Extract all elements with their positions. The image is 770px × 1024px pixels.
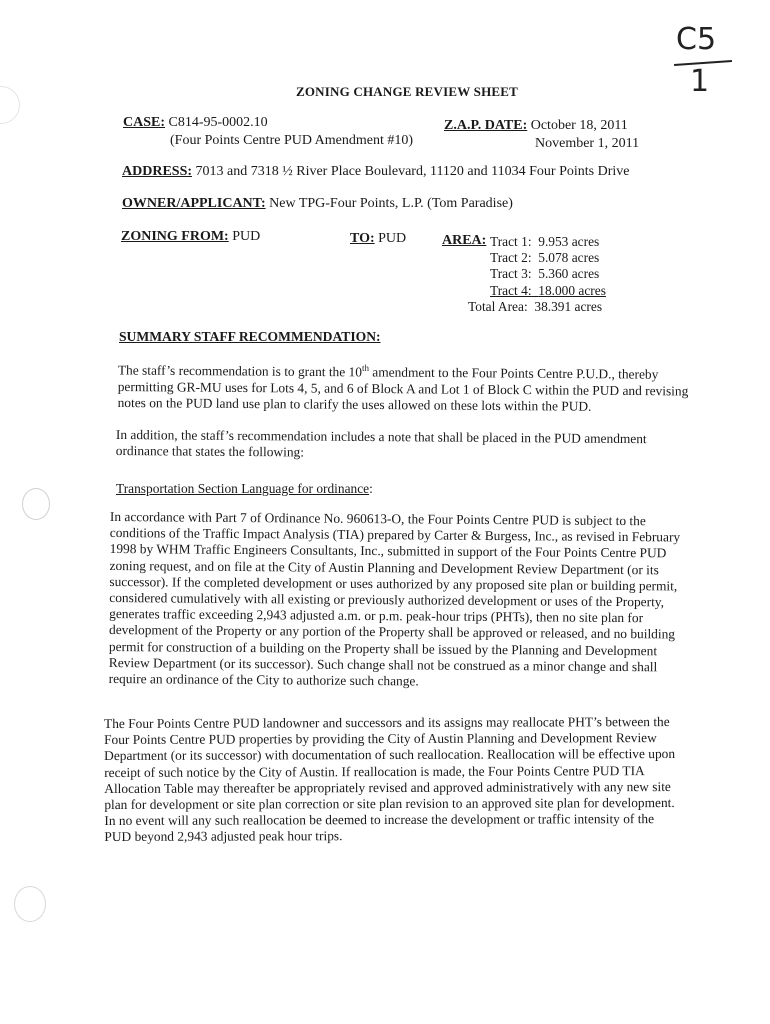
case-line [123,115,268,131]
case-subvalue: (Four Points Centre PUD Amendment #10) [170,133,414,148]
address-line [122,164,629,180]
transportation-heading: Transportation Section Language for ordinance: [116,481,373,496]
owner-value: New TPG-Four Points, L.P. (Tom Paradise) [265,196,513,211]
address-label: ADDRESS: [122,164,193,179]
zoning-to-line [350,231,406,247]
recommendation-paragraph: The staff’s recommendation is to grant the 10th amendment to the Four Points Centre P.U.D., thereby permitting GR-MU uses for Lots 4, 5, and 6 of Block A and Lot 1 of Block C within the PUD and revising notes on the PUD land use plan to clarify the uses allowed on these lots within the PUD. [117,362,689,414]
area-tract-1: Tract 1: 9.953 acres [490,234,600,249]
case-label: CASE: [123,115,166,130]
reallocation-paragraph: The Four Points Centre PUD landowner and successors and its assigns may reallocate PHT’s between the Four Points Centre PUD properties by providing the City of Austin Planning and Development Review Department (or its successor) with documentation of such reallocation. Reallocation will be effective upon receipt of such notice by the City of Austin. If reallocation is made, the Four Points Centre PUD TIA Allocation Table may thereafter be appropriately revised and approved administratively with any new site plan for development or site plan correction or site plan revision to an approved site plan for development. In no event will any such reallocation be deemed to increase the development or traffic intensity of the PUD beyond 2,943 adjusted peak hour trips. [104,714,676,845]
area-label: AREA: [442,233,487,248]
zoning-to-label: TO: [350,231,375,246]
transportation-paragraph: In accordance with Part 7 of Ordinance No. 960613-O, the Four Points Centre PUD is subject to the conditions of the Traffic Impact Analysis (TIA) prepared by Carter & Burgess, Inc., as revised in February 1998 by WHM Traffic Engineers Consultants, Inc., submitted in support of the Four Points Centre PUD zoning request, and on file at the City of Austin Planning and Development Review Department (or its successor). If the completed development or uses authorized by any proposed site plan or building permit, considered cumulatively with all existing or previously authorized development or uses of the Property, generates traffic exceeding 2,943 adjusted a.m. or p.m. peak-hour trips (PHTs), then no site plan for development of the Property or any portion of the Property shall be approved or released, and no building permit for construction of a building on the Property shall be issued by the Planning and Development Review Department (or its successor). Such change shall not be construed as a minor change and shall require an ordinance of the City to authorize such change. [108,509,681,689]
area-tract-4: Tract 4: 18.000 acres [490,283,606,298]
area-tract-3: Tract 3: 5.360 acres [490,266,600,281]
zoning-from-value: PUD [228,229,261,244]
zap-date-value-1: October 18, 2011 [527,118,628,133]
area-total: Total Area: 38.391 acres [468,299,603,314]
zap-date-line [444,118,628,134]
punch-hole-middle [22,488,50,520]
zap-date-value-2: November 1, 2011 [535,136,640,151]
zoning-from-label: ZONING FROM: [121,229,229,244]
owner-line [122,196,513,212]
zap-date-label: Z.A.P. DATE: [444,118,528,133]
area-tract-2: Tract 2: 5.078 acres [490,250,600,265]
page-title: ZONING CHANGE REVIEW SHEET [296,84,519,99]
owner-label: OWNER/APPLICANT: [122,196,266,211]
addition-paragraph: In addition, the staff’s recommendation includes a note that shall be placed in the PUD amendment ordinance that states the following: [115,427,647,460]
corner-mark-bottom: 1 [690,64,710,99]
punch-hole-bottom [14,886,46,922]
punch-hole-top [0,86,20,124]
corner-mark-top: C5 [676,22,717,57]
zoning-to-value: PUD [374,231,407,246]
handwritten-page-mark [672,22,742,104]
address-value: 7013 and 7318 ½ River Place Boulevard, 11120 and 11034 Four Points Drive [192,164,630,179]
case-value: C814-95-0002.10 [165,115,268,130]
summary-heading: SUMMARY STAFF RECOMMENDATION: [119,329,381,344]
zoning-from-line [121,229,260,245]
